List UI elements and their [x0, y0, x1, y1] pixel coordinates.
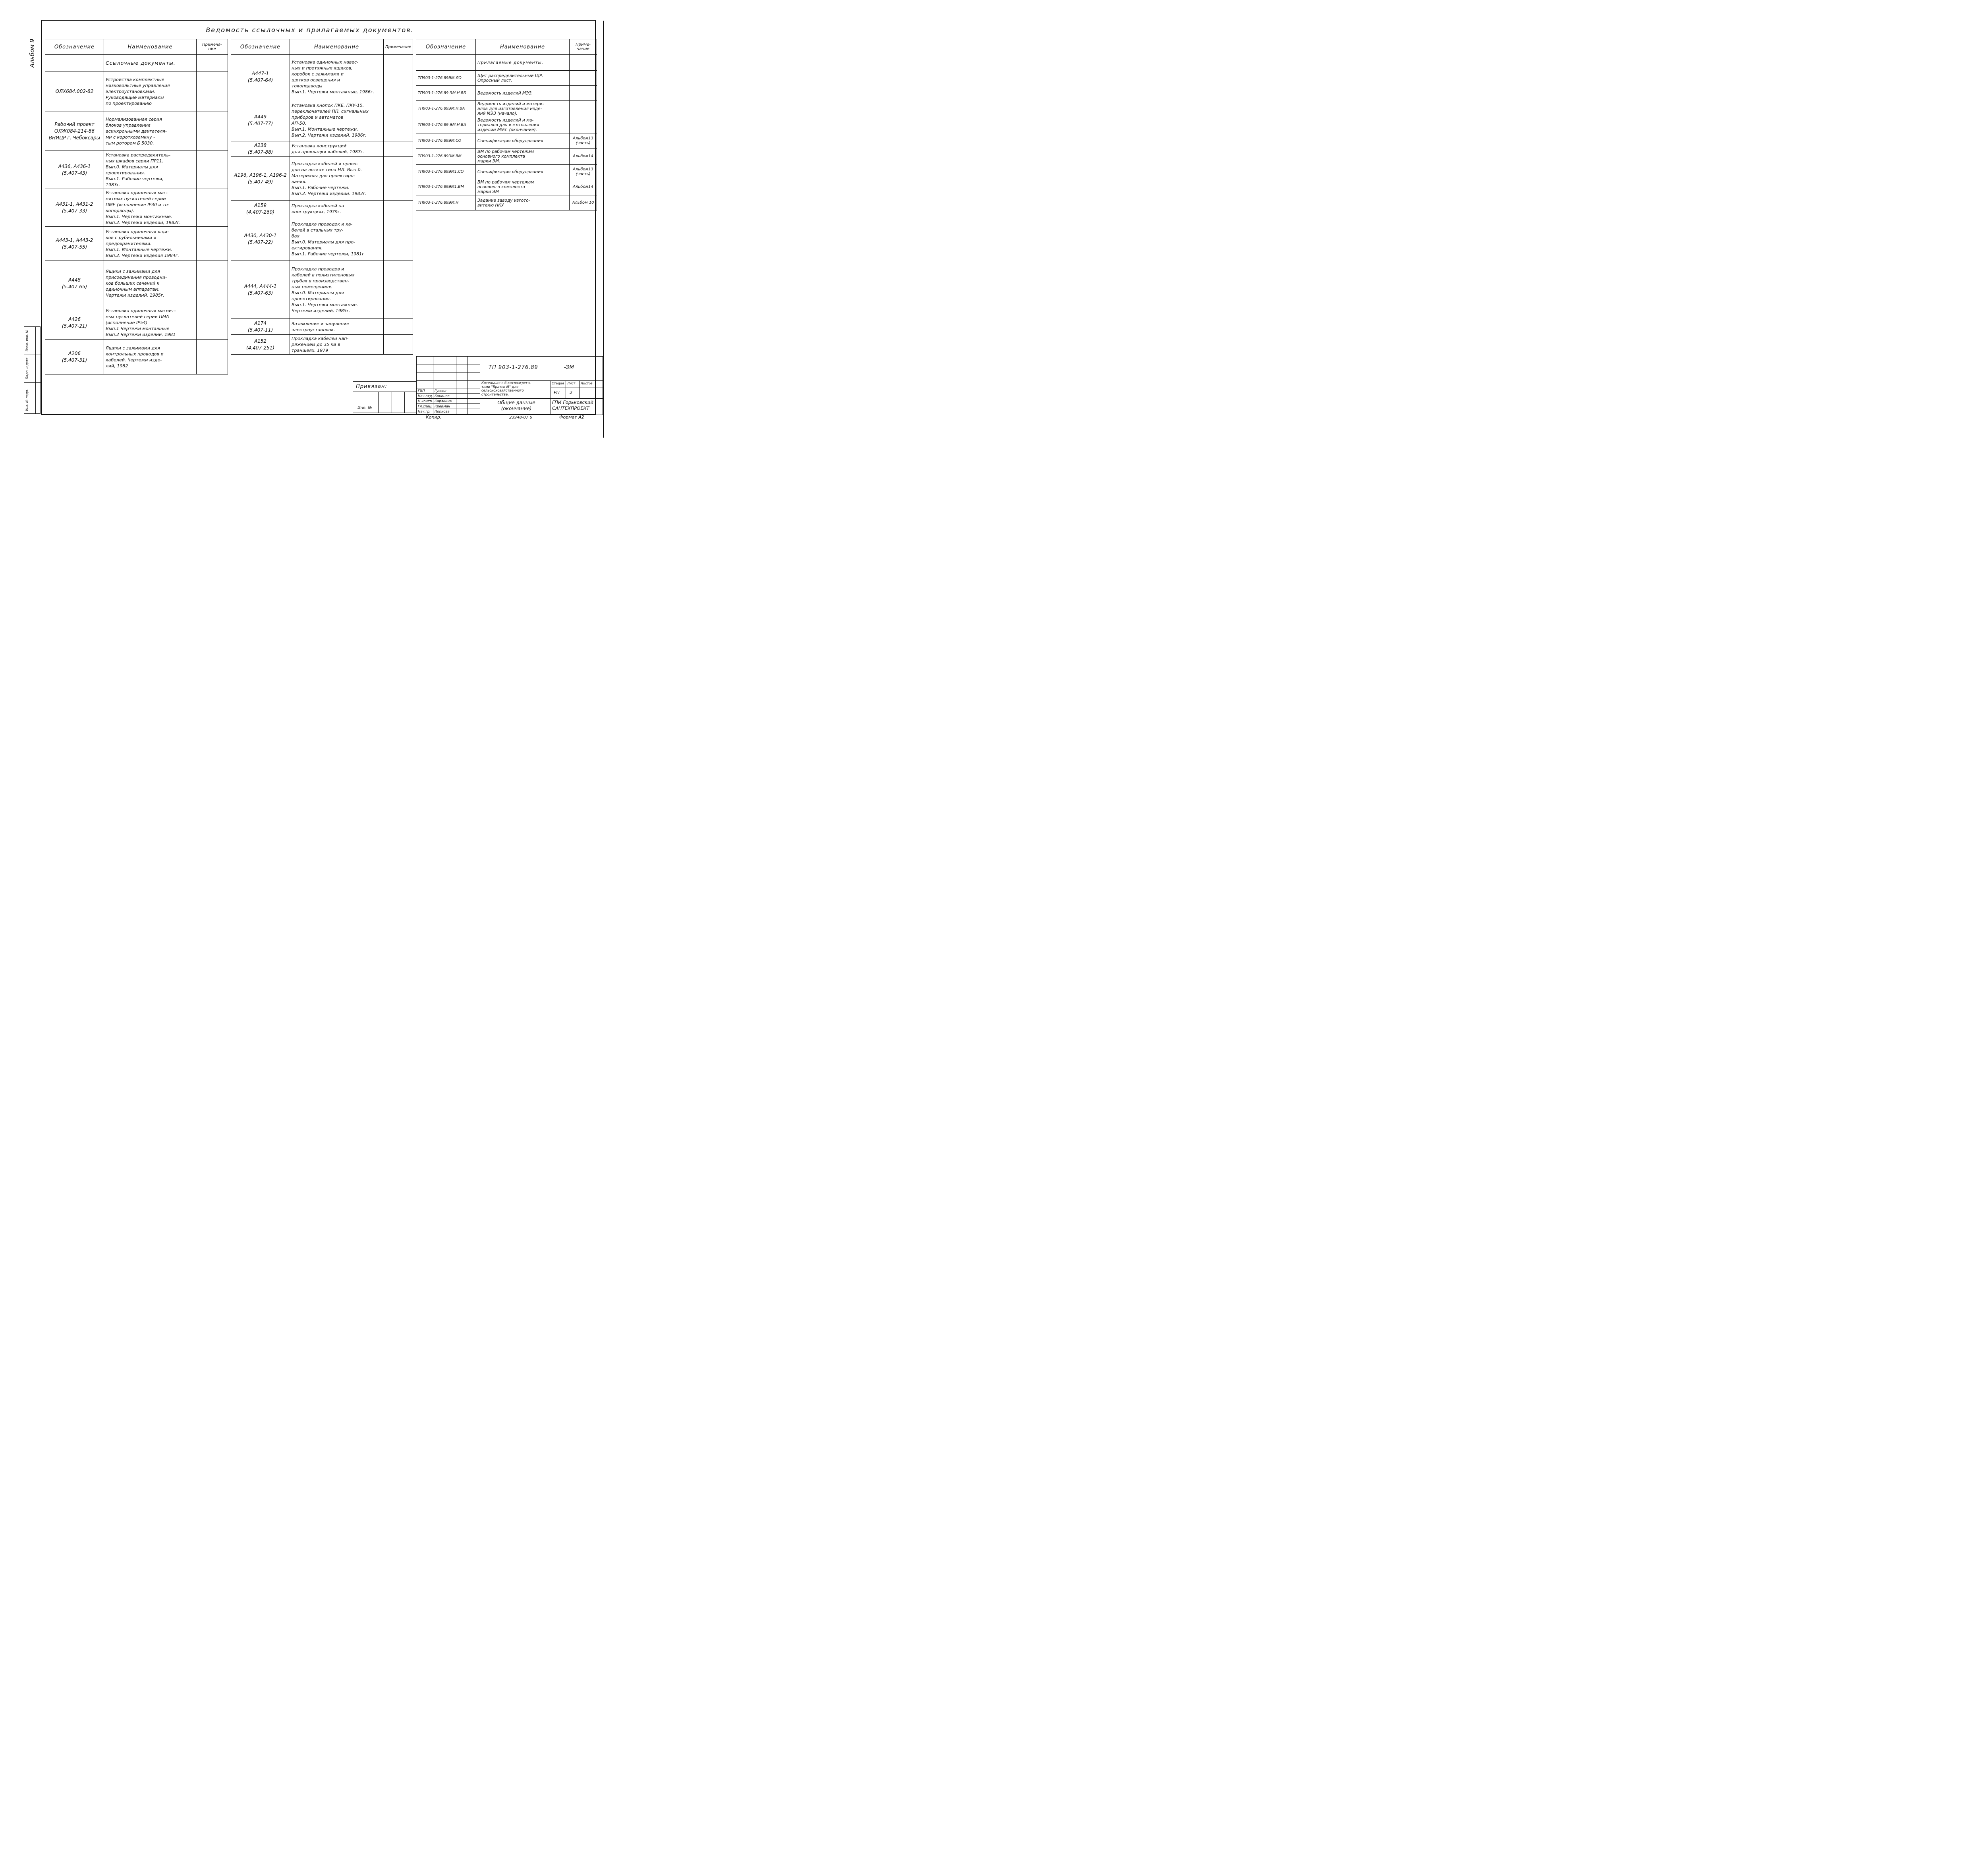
note-cell	[384, 335, 413, 355]
header-designation: Обозначение	[416, 39, 476, 55]
name-cell: Заземление и зануление электроустановок.	[290, 319, 384, 335]
table-body-middle	[231, 55, 413, 355]
designation-cell: ТП903-1-276.89 ЭМ.Н.ВА	[416, 117, 476, 133]
note-cell	[570, 55, 597, 71]
bound-label: Привязан:	[356, 384, 387, 390]
reference-table-middle	[231, 39, 413, 355]
name-cell: Ящики с зажимами для присоединения проводни- ков больших сечений к одиночным аппаратам. Чертежи изделий, 1985г.	[104, 261, 197, 306]
attached-table-right	[416, 39, 597, 210]
table-row	[45, 189, 228, 227]
note-cell	[197, 261, 228, 306]
designation-cell: А426 (5.407-21)	[45, 306, 104, 340]
note-cell	[384, 319, 413, 335]
name-cell: Задание заводу изгото- вителю НКУ	[476, 195, 570, 210]
designation-cell: А238 (5.407-88)	[231, 141, 290, 157]
table-row	[231, 99, 413, 141]
frame-edge-line	[603, 21, 604, 438]
note-cell	[197, 71, 228, 112]
note-cell	[570, 71, 597, 86]
name-cell: Прокладка проводов и кабелей в полиэтиленовых трубах в производствен- ных помещениях. Вып.0. Материалы для проектирования. Вып.1. Чертежи монтажные. Чертежи изделий, 1985г.	[290, 261, 384, 319]
designation-cell: А431-1, А431-2 (5.407-33)	[45, 189, 104, 227]
header-name: Наименование	[104, 39, 197, 55]
designation-cell: А449 (5.407-77)	[231, 99, 290, 141]
name-cell: Установка кнопок ПКЕ, ПКУ-15, переключателей ПП, сигнальных приборов и автоматов АП-50. Вып.1. Монтажные чертежи. Вып.2. Чертежи изделий, 1986г.	[290, 99, 384, 141]
header-designation: Обозначение	[231, 39, 290, 55]
table-row	[231, 335, 413, 355]
table-row	[45, 71, 228, 112]
header-name: Наименование	[290, 39, 384, 55]
note-cell	[384, 261, 413, 319]
note-cell	[384, 217, 413, 261]
document-title: Ведомость ссылочных и прилагаемых документов.	[206, 26, 414, 34]
copied-label: Копир.	[426, 415, 442, 420]
note-cell	[384, 55, 413, 99]
sheet-label: Лист	[567, 382, 576, 385]
note-cell	[384, 157, 413, 201]
stage-label: Стадия	[552, 382, 564, 385]
name-cell: Нормализованная серия блоков управления асинхронными двигателя- ми с короткозамкну - тым ротором Б 5030.	[104, 112, 197, 151]
table-row	[45, 112, 228, 151]
name-cell: Ведомость изделий и матери- алов для изготовления изде- лий МЭЗ (начало).	[476, 101, 570, 117]
name-cell: ВМ по рабочим чертежам основного комплекта марки ЭМ.	[476, 149, 570, 165]
name-cell: Установка распределитель- ных шкафов серии ПР11. Вып.0. Материалы для проектирования. Вып.1. Рабочие чертежи, 1983г.	[104, 151, 197, 189]
note-cell	[384, 201, 413, 217]
drawing-mark: -ЭМ	[564, 365, 574, 371]
table-row	[416, 195, 597, 210]
table-row	[45, 151, 228, 189]
name-cell: Установка одиночных ящи- ков с рубильниками и предохранителями. Вып.1. Монтажные чертежи. Вып.2. Чертежи изделия 1984г.	[104, 227, 197, 261]
format-label: Формат А2	[559, 415, 584, 420]
designation-cell: Рабочий проект ОЛЖ084-214-86 ВНИЦР г. Чебоксары	[45, 112, 104, 151]
sheet-value: 2	[570, 390, 572, 395]
table-row	[416, 86, 597, 101]
note-cell	[197, 55, 228, 71]
table-row	[231, 55, 413, 99]
table-row	[45, 55, 228, 71]
table-row	[416, 165, 597, 179]
designation-cell: ТП903-1-276.89ЭМ.СО	[416, 133, 476, 149]
designation-cell	[45, 55, 104, 71]
table-row	[45, 227, 228, 261]
designation-cell: А448 (5.407-65)	[45, 261, 104, 306]
table-row	[231, 201, 413, 217]
designation-cell: А174 (5.407-11)	[231, 319, 290, 335]
name-cell: Ящики с зажимами для контрольных проводов и кабелей. Чертежи изде- лий, 1982	[104, 340, 197, 374]
table-row	[416, 149, 597, 165]
drawing-code: ТП 903-1-276.89	[489, 365, 538, 371]
table-body-left	[45, 55, 228, 374]
name-cell: Установка конструкций для прокладки кабелей, 1987г.	[290, 141, 384, 157]
table-row	[231, 141, 413, 157]
names-column: Гусева Кононов Карякина Крейман Попкова	[435, 389, 452, 414]
header-name: Наименование	[476, 39, 570, 55]
name-cell: Ведомость изделий и ма- териалов для изготовления изделий МЭЗ. (окончание).	[476, 117, 570, 133]
designation-cell	[416, 55, 476, 71]
note-cell	[570, 101, 597, 117]
margin-stamp	[24, 326, 41, 414]
inv-label: Инв. №	[357, 406, 372, 410]
name-cell: Прокладка кабелей на конструкциях, 1979г.	[290, 201, 384, 217]
stamp-sign-date: Подп. и дата	[25, 357, 29, 379]
name-cell: Установка одиночных магнит- ных пускателей серии ПМА (исполнение IР54) Вып.1 Чертежи монтажные Вып.2 Чертежи изделий, 1981	[104, 306, 197, 340]
name-cell: Установка одиночных маг- нитных пускателей серии ПМЕ (исполнение IР30 и то- коподводы). Вып.1. Чертежи монтажные. Вып.2. Чертежи изделий, 1982г.	[104, 189, 197, 227]
stamp-replace-inv: Взам. инв. №	[25, 330, 29, 351]
note-cell	[197, 306, 228, 340]
designation-cell: А436, А436-1 (5.407-43)	[45, 151, 104, 189]
designation-cell: ТП903-1-276.89ЭМ.Н	[416, 195, 476, 210]
note-cell: Альбом14	[570, 179, 597, 195]
name-cell: Прокладка кабелей и прово- дов на лотках типа НЛ. Вып.0. Материалы для проектиро- вания. Вып.1. Рабочие чертежи. Вып.2. Чертежи изделий. 1983г.	[290, 157, 384, 201]
header-note: Примеча- ние	[197, 39, 228, 55]
name-cell: Прокладка проводок и ка- белей в стальных тру- бах Вып.0. Материалы для про- ектирования. Вып.1. Рабочие чертежи, 1981г	[290, 217, 384, 261]
name-cell: Ссылочные документы.	[104, 55, 197, 71]
note-cell: Альбом13 (часть)	[570, 133, 597, 149]
note-cell	[384, 141, 413, 157]
note-cell: Альбом14	[570, 149, 597, 165]
note-cell	[384, 99, 413, 141]
reference-table-left	[45, 39, 228, 374]
name-cell: Ведомость изделий МЭЗ.	[476, 86, 570, 101]
designation-cell: ТП903-1-276.89ЭМ1.СО	[416, 165, 476, 179]
note-cell: Альбом13 (часть)	[570, 165, 597, 179]
table-row	[231, 217, 413, 261]
designation-cell: ОЛХ684.002-82	[45, 71, 104, 112]
name-cell: Устройства комплектные низковольтные управления электроустановками. Руководящие материалы по проектированию	[104, 71, 197, 112]
header-note: Примечание	[384, 39, 413, 55]
designation-cell: ТП903-1-276.89ЭМ.Н.ВА	[416, 101, 476, 117]
organization: ГПИ Горьковский САНТЕХПРОЕКТ	[552, 400, 593, 411]
header-designation: Обозначение	[45, 39, 104, 55]
designation-cell: А159 (4.407-260)	[231, 201, 290, 217]
note-cell: Альбом 10	[570, 195, 597, 210]
designation-cell: А443-1, А443-2 (5.407-55)	[45, 227, 104, 261]
note-cell	[197, 151, 228, 189]
designation-cell: А152 (4.407-251)	[231, 335, 290, 355]
table-row	[416, 101, 597, 117]
designation-cell: ТП903-1-276.89ЭМ.ЛО	[416, 71, 476, 86]
designation-cell: ТП903-1-276.89ЭМ1.ВМ	[416, 179, 476, 195]
stamp-inv-no: Инв. № подл.	[25, 389, 29, 411]
roles-column: ГИП Нач.отд. Н.контр. Гл.спец. Нач.гр.	[418, 389, 433, 414]
note-cell	[197, 227, 228, 261]
name-cell: Установка одиночных навес- ных и протяжных ящиков, коробок с зажимами и щитков освещения и токоподводы Вып.1. Чертежи монтажные, 1986г.	[290, 55, 384, 99]
table-row	[231, 261, 413, 319]
name-cell: ВМ по рабочим чертежам основного комплекта марки ЭМ	[476, 179, 570, 195]
table-row	[416, 55, 597, 71]
name-cell: Прилагаемые документы.	[476, 55, 570, 71]
designation-cell: А206 (5.407-31)	[45, 340, 104, 374]
designation-cell: А196, А196-1, А196-2 (5.407-49)	[231, 157, 290, 201]
table-row	[416, 71, 597, 86]
note-cell	[197, 340, 228, 374]
designation-cell: ТП903-1-276.89ЭМ.ВМ	[416, 149, 476, 165]
header-note: Приме- чание	[570, 39, 597, 55]
sheets-label: Листов	[581, 382, 593, 385]
designation-cell: ТП903-1-276.89 ЭМ.Н.ВБ	[416, 86, 476, 101]
table-row	[45, 261, 228, 306]
designation-cell: А430, А430-1 (5.407-22)	[231, 217, 290, 261]
name-cell: Прокладка кабелей нап- ряжением до 35 кВ в траншеях, 1979	[290, 335, 384, 355]
archive-number: 23948-07 6	[509, 415, 532, 420]
name-cell: Спецификация оборудования	[476, 165, 570, 179]
note-cell	[570, 117, 597, 133]
designation-cell: А447-1 (5.407-64)	[231, 55, 290, 99]
designation-cell: А444, А444-1 (5.407-63)	[231, 261, 290, 319]
table-row	[45, 340, 228, 374]
table-row	[231, 319, 413, 335]
note-cell	[570, 86, 597, 101]
table-row	[231, 157, 413, 201]
project-name: Котельная с 6 котлоагрега- тами "Братск М" для сельскохозяйственного строительства.	[481, 381, 531, 397]
table-row	[416, 179, 597, 195]
table-row	[416, 133, 597, 149]
note-cell	[197, 112, 228, 151]
table-body-right	[416, 55, 597, 210]
name-cell: Щит распределительный ЩР. Опросный лист.	[476, 71, 570, 86]
table-row	[45, 306, 228, 340]
album-label: Альбом 9	[29, 39, 36, 68]
table-row	[416, 117, 597, 133]
note-cell	[197, 189, 228, 227]
sheet-title: Общие данные (окончание)	[497, 400, 535, 411]
name-cell: Спецификация оборудования	[476, 133, 570, 149]
stage-value: РП	[554, 390, 560, 395]
